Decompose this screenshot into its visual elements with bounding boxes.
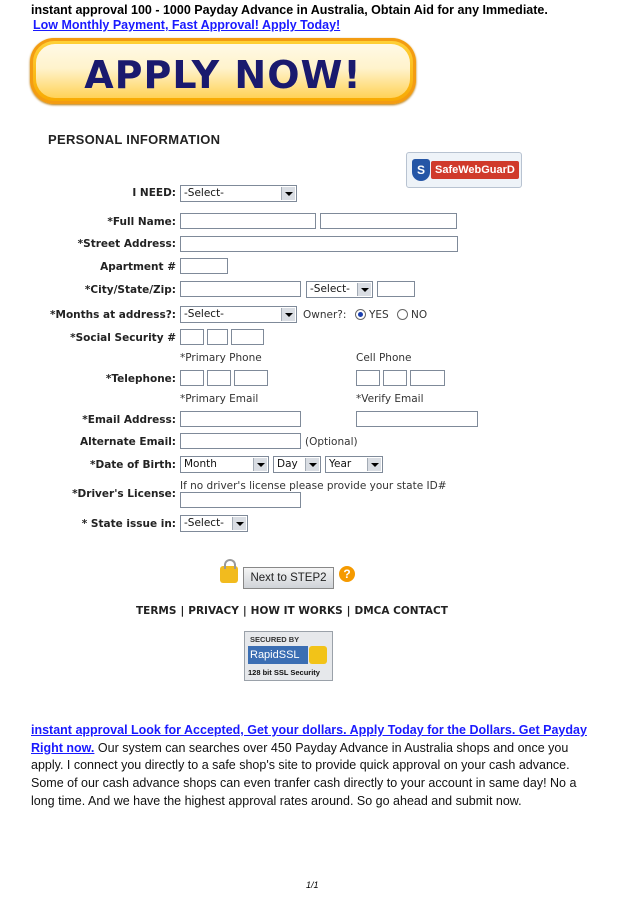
next-step-button[interactable]: Next to STEP2 — [243, 567, 334, 589]
owner-label: Owner?: — [303, 309, 347, 321]
safewebguard-badge — [406, 152, 522, 188]
chevron-down-icon — [367, 458, 381, 471]
optional-hint: (Optional) — [305, 436, 358, 448]
shield-icon: S — [412, 159, 430, 181]
dob-year-select[interactable] — [325, 456, 383, 473]
need-select[interactable] — [180, 185, 297, 202]
zip-input[interactable] — [377, 281, 415, 297]
city-state-zip-label: *City/State/Zip: — [84, 284, 176, 296]
primary-email-hint: *Primary Email — [180, 393, 259, 405]
chevron-down-icon — [357, 283, 371, 296]
license-note: If no driver's license please provide your state ID# — [180, 480, 447, 492]
chevron-down-icon — [281, 308, 295, 321]
terms-link[interactable]: TERMS — [136, 605, 177, 617]
email-input[interactable] — [180, 411, 301, 427]
get-payday-link[interactable]: instant approval Look for Accepted, Get your dollars. Apply Today for the Dollars. Get Payday Right now. — [31, 723, 587, 755]
dob-month-value: Month — [184, 458, 217, 470]
ssn-label: *Social Security # — [70, 332, 176, 344]
chevron-down-icon — [281, 187, 295, 200]
phone-line-input[interactable] — [234, 370, 268, 386]
dob-day-select[interactable] — [273, 456, 321, 473]
privacy-link[interactable]: PRIVACY — [188, 605, 239, 617]
telephone-label: *Telephone: — [105, 373, 176, 385]
owner-yes-radio[interactable] — [355, 309, 366, 320]
footer-links: TERMS | PRIVACY | HOW IT WORKS | DMCA CONTACT — [136, 605, 448, 617]
state-select-value: -Select- — [310, 283, 350, 295]
city-input[interactable] — [180, 281, 301, 297]
primary-phone-hint: *Primary Phone — [180, 352, 262, 364]
ssn-part3-input[interactable] — [231, 329, 264, 345]
owner-yes-label: YES — [369, 309, 389, 321]
state-issue-select[interactable] — [180, 515, 248, 532]
ssl-brand: RapidSSL — [248, 646, 308, 664]
dob-month-select[interactable] — [180, 456, 269, 473]
license-label: *Driver's License: — [72, 488, 176, 500]
street-label: *Street Address: — [77, 238, 176, 250]
phone-area-input[interactable] — [180, 370, 204, 386]
form-heading: PERSONAL INFORMATION — [48, 132, 221, 147]
license-input[interactable] — [180, 492, 301, 508]
first-name-input[interactable] — [180, 213, 316, 229]
need-label: I NEED: — [132, 187, 176, 199]
chevron-down-icon — [253, 458, 267, 471]
cell-phone-hint: Cell Phone — [356, 352, 412, 364]
months-select-value: -Select- — [184, 308, 224, 320]
dmca-contact-link[interactable]: DMCA CONTACT — [354, 605, 448, 617]
owner-no-label: NO — [411, 309, 428, 321]
dob-year-value: Year — [329, 458, 352, 470]
email-label: *Email Address: — [82, 414, 176, 426]
ssn-part1-input[interactable] — [180, 329, 204, 345]
body-text: Our system can searches over 450 Payday Advance in Australia shops and once you apply. I connect you directly to a safe shop's site to provide quick approval on your cash advance. Some of our cash advance shops can even tranfer cash directly to your account in same day! No a long time. And we have the highest approval rates around. So go ahead and submit now. — [31, 740, 577, 808]
padlock-icon — [309, 646, 327, 664]
state-issue-value: -Select- — [184, 517, 224, 529]
state-issue-label: * State issue in: — [81, 518, 176, 530]
apartment-label: Apartment # — [100, 261, 176, 273]
dob-day-value: Day — [277, 458, 298, 470]
last-name-input[interactable] — [320, 213, 457, 229]
owner-no-radio[interactable] — [397, 309, 408, 320]
ssn-part2-input[interactable] — [207, 329, 228, 345]
full-name-label: *Full Name: — [107, 216, 176, 228]
ssl-secured-by: SECURED BY — [250, 635, 300, 644]
alt-email-input[interactable] — [180, 433, 301, 449]
alt-email-label: Alternate Email: — [80, 436, 176, 448]
months-label: *Months at address?: — [50, 309, 176, 321]
help-icon[interactable]: ? — [339, 566, 355, 582]
cell-prefix-input[interactable] — [383, 370, 407, 386]
verify-email-hint: *Verify Email — [356, 393, 424, 405]
chevron-down-icon — [232, 517, 246, 530]
document-title: instant approval 100 - 1000 Payday Advance in Australia, Obtain Aid for any Immediate. — [31, 3, 548, 17]
page-number: 1/1 — [306, 880, 319, 890]
rapidssl-badge — [244, 631, 333, 681]
body-paragraph — [31, 722, 603, 811]
how-it-works-link[interactable]: HOW IT WORKS — [250, 605, 343, 617]
ssl-strength: 128 bit SSL Security — [248, 668, 320, 677]
dob-label: *Date of Birth: — [90, 459, 176, 471]
apply-now-label: APPLY NOW! — [84, 53, 362, 97]
cell-area-input[interactable] — [356, 370, 380, 386]
state-select[interactable] — [306, 281, 373, 298]
apply-now-inner — [36, 44, 410, 98]
safewebguard-text: SafeWebGuarD — [431, 161, 519, 179]
chevron-down-icon — [305, 458, 319, 471]
lock-icon — [220, 566, 238, 583]
months-select[interactable] — [180, 306, 297, 323]
verify-email-input[interactable] — [356, 411, 478, 427]
apply-now-button[interactable] — [30, 38, 416, 104]
apply-today-link[interactable]: Low Monthly Payment, Fast Approval! Apply Today! — [33, 18, 341, 32]
need-select-value: -Select- — [184, 187, 224, 199]
apartment-input[interactable] — [180, 258, 228, 274]
cell-line-input[interactable] — [410, 370, 445, 386]
phone-prefix-input[interactable] — [207, 370, 231, 386]
street-input[interactable] — [180, 236, 458, 252]
